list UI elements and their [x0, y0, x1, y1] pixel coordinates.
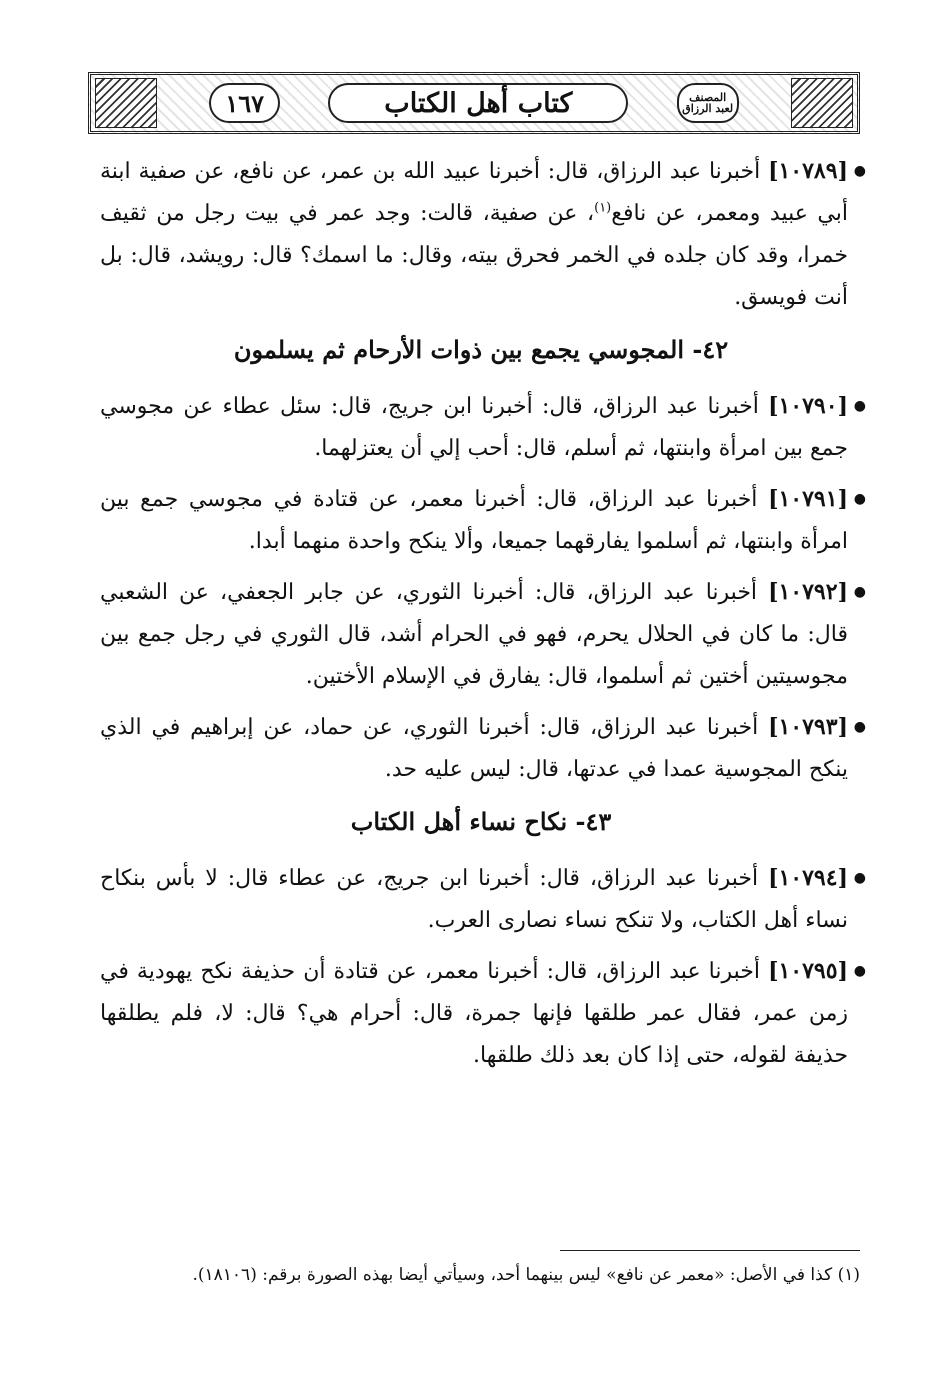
running-title: كتاب أهل الكتاب [328, 83, 628, 123]
footnote-divider [560, 1250, 860, 1251]
hadith-text: أخبرنا عبد الرزاق، قال: أخبرنا معمر، عن قتادة أن حذيفة نكح يهودية في زمن عمر، فقال عمر طلقها فإنها جمرة، قال: أحرام هي؟ قال: لا، فلم يطلقها حذيفة لقوله، حتى إذا كان بعد ذلك طلقها. [100, 959, 848, 1068]
hadith-number: [١٠٧٨٩] [768, 158, 848, 184]
hadith-text: أخبرنا عبد الرزاق، قال: أخبرنا الثوري، عن حماد، عن إبراهيم في الذي ينكح المجوسية عمدا في عدتها، قال: ليس عليه حد. [100, 715, 848, 782]
hadith-text: أخبرنا عبد الرزاق، قال: أخبرنا عبيد الله بن عمر، عن نافع، عن صفية ابنة أبي عبيد ومعمر، عن نافع [100, 159, 848, 226]
hadith-number: [١٠٧٩٥] [768, 958, 848, 984]
hadith-10790 [100, 385, 866, 470]
ornament-right [791, 78, 853, 128]
bullet-icon: ● [853, 491, 866, 507]
bullet-icon: ● [853, 163, 866, 179]
ornament-left [95, 78, 157, 128]
footnote-ref[interactable]: (١) [594, 200, 612, 216]
bullet-icon: ● [853, 584, 866, 600]
bullet-icon: ● [853, 963, 866, 979]
hadith-text: أخبرنا عبد الرزاق، قال: أخبرنا الثوري، عن جابر الجعفي، عن الشعبي قال: ما كان في الحلال يحرم، فهو في الحرام أشد، قال الثوري في رجل جمع بين مجوسيتين أختين ثم أسلموا، قال: يفارق في الإسلام الأختين. [100, 580, 848, 689]
hadith-text: أخبرنا عبد الرزاق، قال: أخبرنا معمر، عن قتادة في مجوسي جمع بين امرأة وابنتها، ثم أسلموا يفارقهما جميعا، وألا ينكح واحدة منهما أبدا. [100, 487, 848, 554]
hadith-number: [١٠٧٩٣] [768, 714, 848, 740]
page-header [88, 72, 860, 134]
hadith-number: [١٠٧٩١] [768, 486, 848, 512]
hadith-10795 [100, 950, 866, 1077]
hadith-text: أخبرنا عبد الرزاق، قال: أخبرنا ابن جريج، قال: سئل عطاء عن مجوسي جمع بين امرأة وابنتها، ثم أسلم، قال: أحب إلي أن يعتزلهما. [100, 394, 848, 461]
hadith-text-cont: ، عن صفية، قالت: وجد عمر في بيت رجل من ثقيف خمرا، وقد كان جلده في الخمر فحرق بيته، وقال: ما اسمك؟ قال: رويشد، قال: بل أنت فويسق. [100, 201, 848, 310]
hadith-10793 [100, 706, 866, 791]
hadith-text: أخبرنا عبد الرزاق، قال: أخبرنا ابن جريج، عن عطاء قال: لا بأس بنكاح نساء أهل الكتاب، ولا تنكح نساء نصارى العرب. [100, 866, 848, 933]
hadith-10789 [100, 150, 866, 319]
section-heading-43: ٤٣- نكاح نساء أهل الكتاب [350, 807, 612, 836]
hadith-10791 [100, 478, 866, 563]
footnote: (١) كذا في الأصل: «معمر عن نافع» ليس بينهما أحد، وسيأتي أيضا بهذه الصورة برقم: (١٨١٠٦). [192, 1265, 860, 1285]
hadith-number: [١٠٧٩٠] [768, 393, 848, 419]
bullet-icon: ● [853, 870, 866, 886]
hadith-number: [١٠٧٩٢] [768, 579, 848, 605]
bullet-icon: ● [853, 719, 866, 735]
page-number: ١٦٧ [209, 83, 280, 123]
book-logo: المصنف لعبد الرزاق [677, 83, 739, 123]
page-body [100, 150, 866, 1085]
hadith-10792 [100, 571, 866, 698]
section-heading-42: ٤٢- المجوسي يجمع بين ذوات الأرحام ثم يسلمون [233, 335, 729, 364]
bullet-icon: ● [853, 398, 866, 414]
hadith-number: [١٠٧٩٤] [768, 865, 848, 891]
hadith-10794 [100, 857, 866, 942]
